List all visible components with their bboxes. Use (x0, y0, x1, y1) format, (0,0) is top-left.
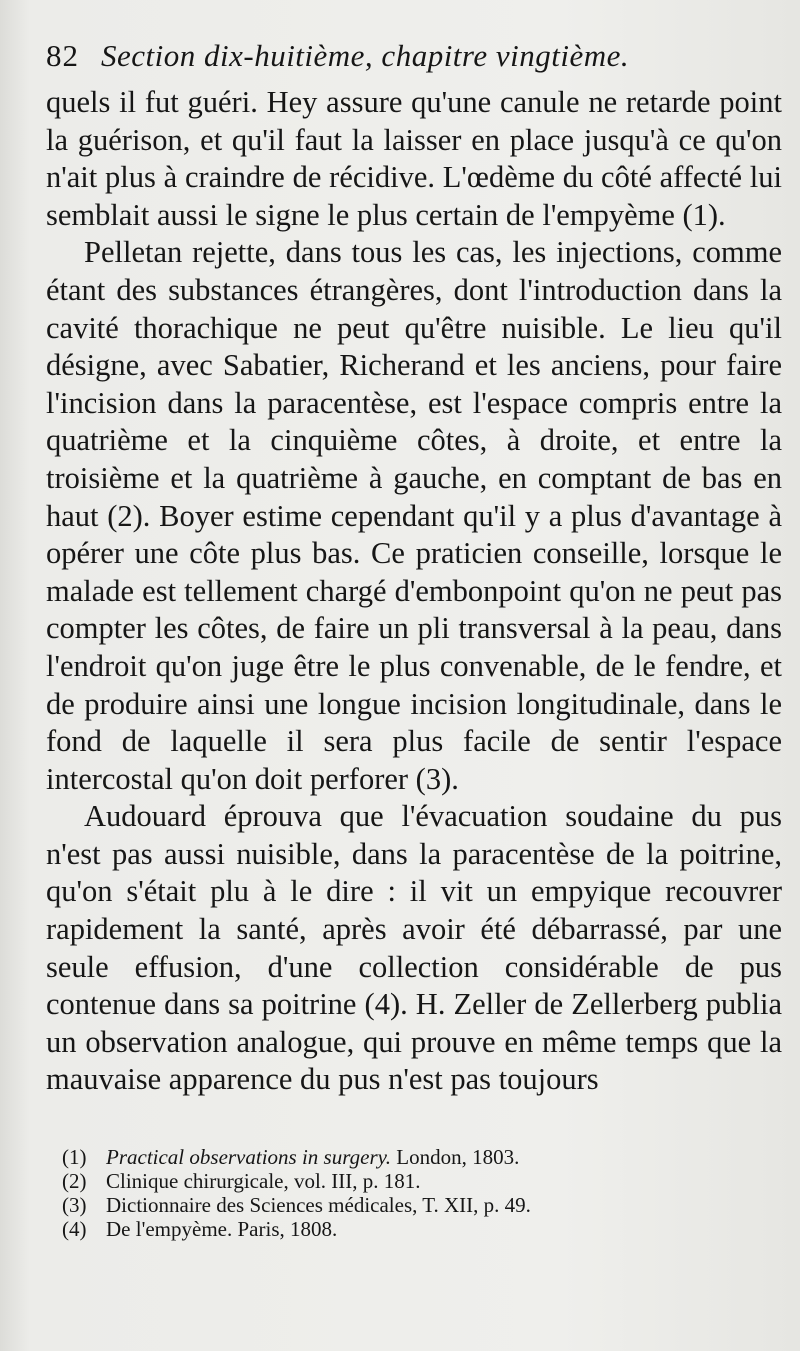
running-title: Section dix-huitième, chapitre vingtième. (101, 38, 630, 73)
footnote-italic-title: Practical observations in surgery. (106, 1145, 392, 1170)
footnote-number: (4) (62, 1217, 87, 1242)
footnote-text: De l'empyème. Paris, 1808. (106, 1217, 338, 1242)
footnote-text: Dictionnaire des Sciences médicales, T. XII, p. 49. (106, 1193, 531, 1218)
footnote-4 (46, 1217, 782, 1241)
running-head (46, 34, 782, 78)
footnote-number: (1) (62, 1145, 87, 1170)
footnote-2 (46, 1169, 782, 1193)
footnote-text: Clinique chirurgicale, vol. III, p. 181. (106, 1169, 421, 1194)
footnote-1 (46, 1145, 782, 1169)
paragraph-continuation: quels il fut guéri. Hey assure qu'une canule ne retarde point la guérison, et qu'il faut la laisser en place jusqu'à ce qu'on n'ait plus à craindre de récidive. L'œdème du côté affecté lui semblait aussi le signe le plus certain de l'empyème (1). (46, 85, 782, 232)
body-text (46, 84, 782, 1099)
footnote-3 (46, 1193, 782, 1217)
footnote-number: (2) (62, 1169, 87, 1194)
page-number: 82 (46, 38, 79, 73)
footnote-text: London, 1803. (391, 1145, 520, 1170)
paragraph-pelletan: Pelletan rejette, dans tous les cas, les injections, comme étant des substances étrangères, dont l'introduction dans la cavité thorachique ne peut qu'être nuisible. Le lieu qu'il désigne, avec Sabatier, Richerand et les anciens, pour faire l'incision dans la paracentèse, est l'espace compris entre la quatrième et la cinquième côtes, à droite, et entre la troisième et la quatrième à gauche, en comptant de bas en haut (2). Boyer estime cependant qu'il y a plus d'avantage à opérer une côte plus bas. Ce praticien conseille, lorsque le malade est tellement chargé d'embonpoint qu'on ne peut pas compter les côtes, de faire un pli transversal à la peau, dans l'endroit qu'on juge être le plus convenable, de le fendre, et de produire ainsi une longue incision longitudinale, dans le fond de laquelle il sera plus facile de sentir l'espace intercostal qu'on doit perforer (3). (46, 235, 782, 796)
footnote-number: (3) (62, 1193, 87, 1218)
footnotes (46, 1145, 782, 1241)
paragraph-audouard: Audouard éprouva que l'évacuation soudaine du pus n'est pas aussi nuisible, dans la paracentèse de la poitrine, qu'on s'était plu à le dire : il vit un empyique recouvrer rapidement la santé, après avoir été débarrassé, par une seule effusion, d'une collection considérable de pus contenue dans sa poitrine (4). H. Zeller de Zellerberg publia un observation analogue, qui prouve en même temps que la mauvaise apparence du pus n'est pas toujours (46, 799, 782, 1097)
